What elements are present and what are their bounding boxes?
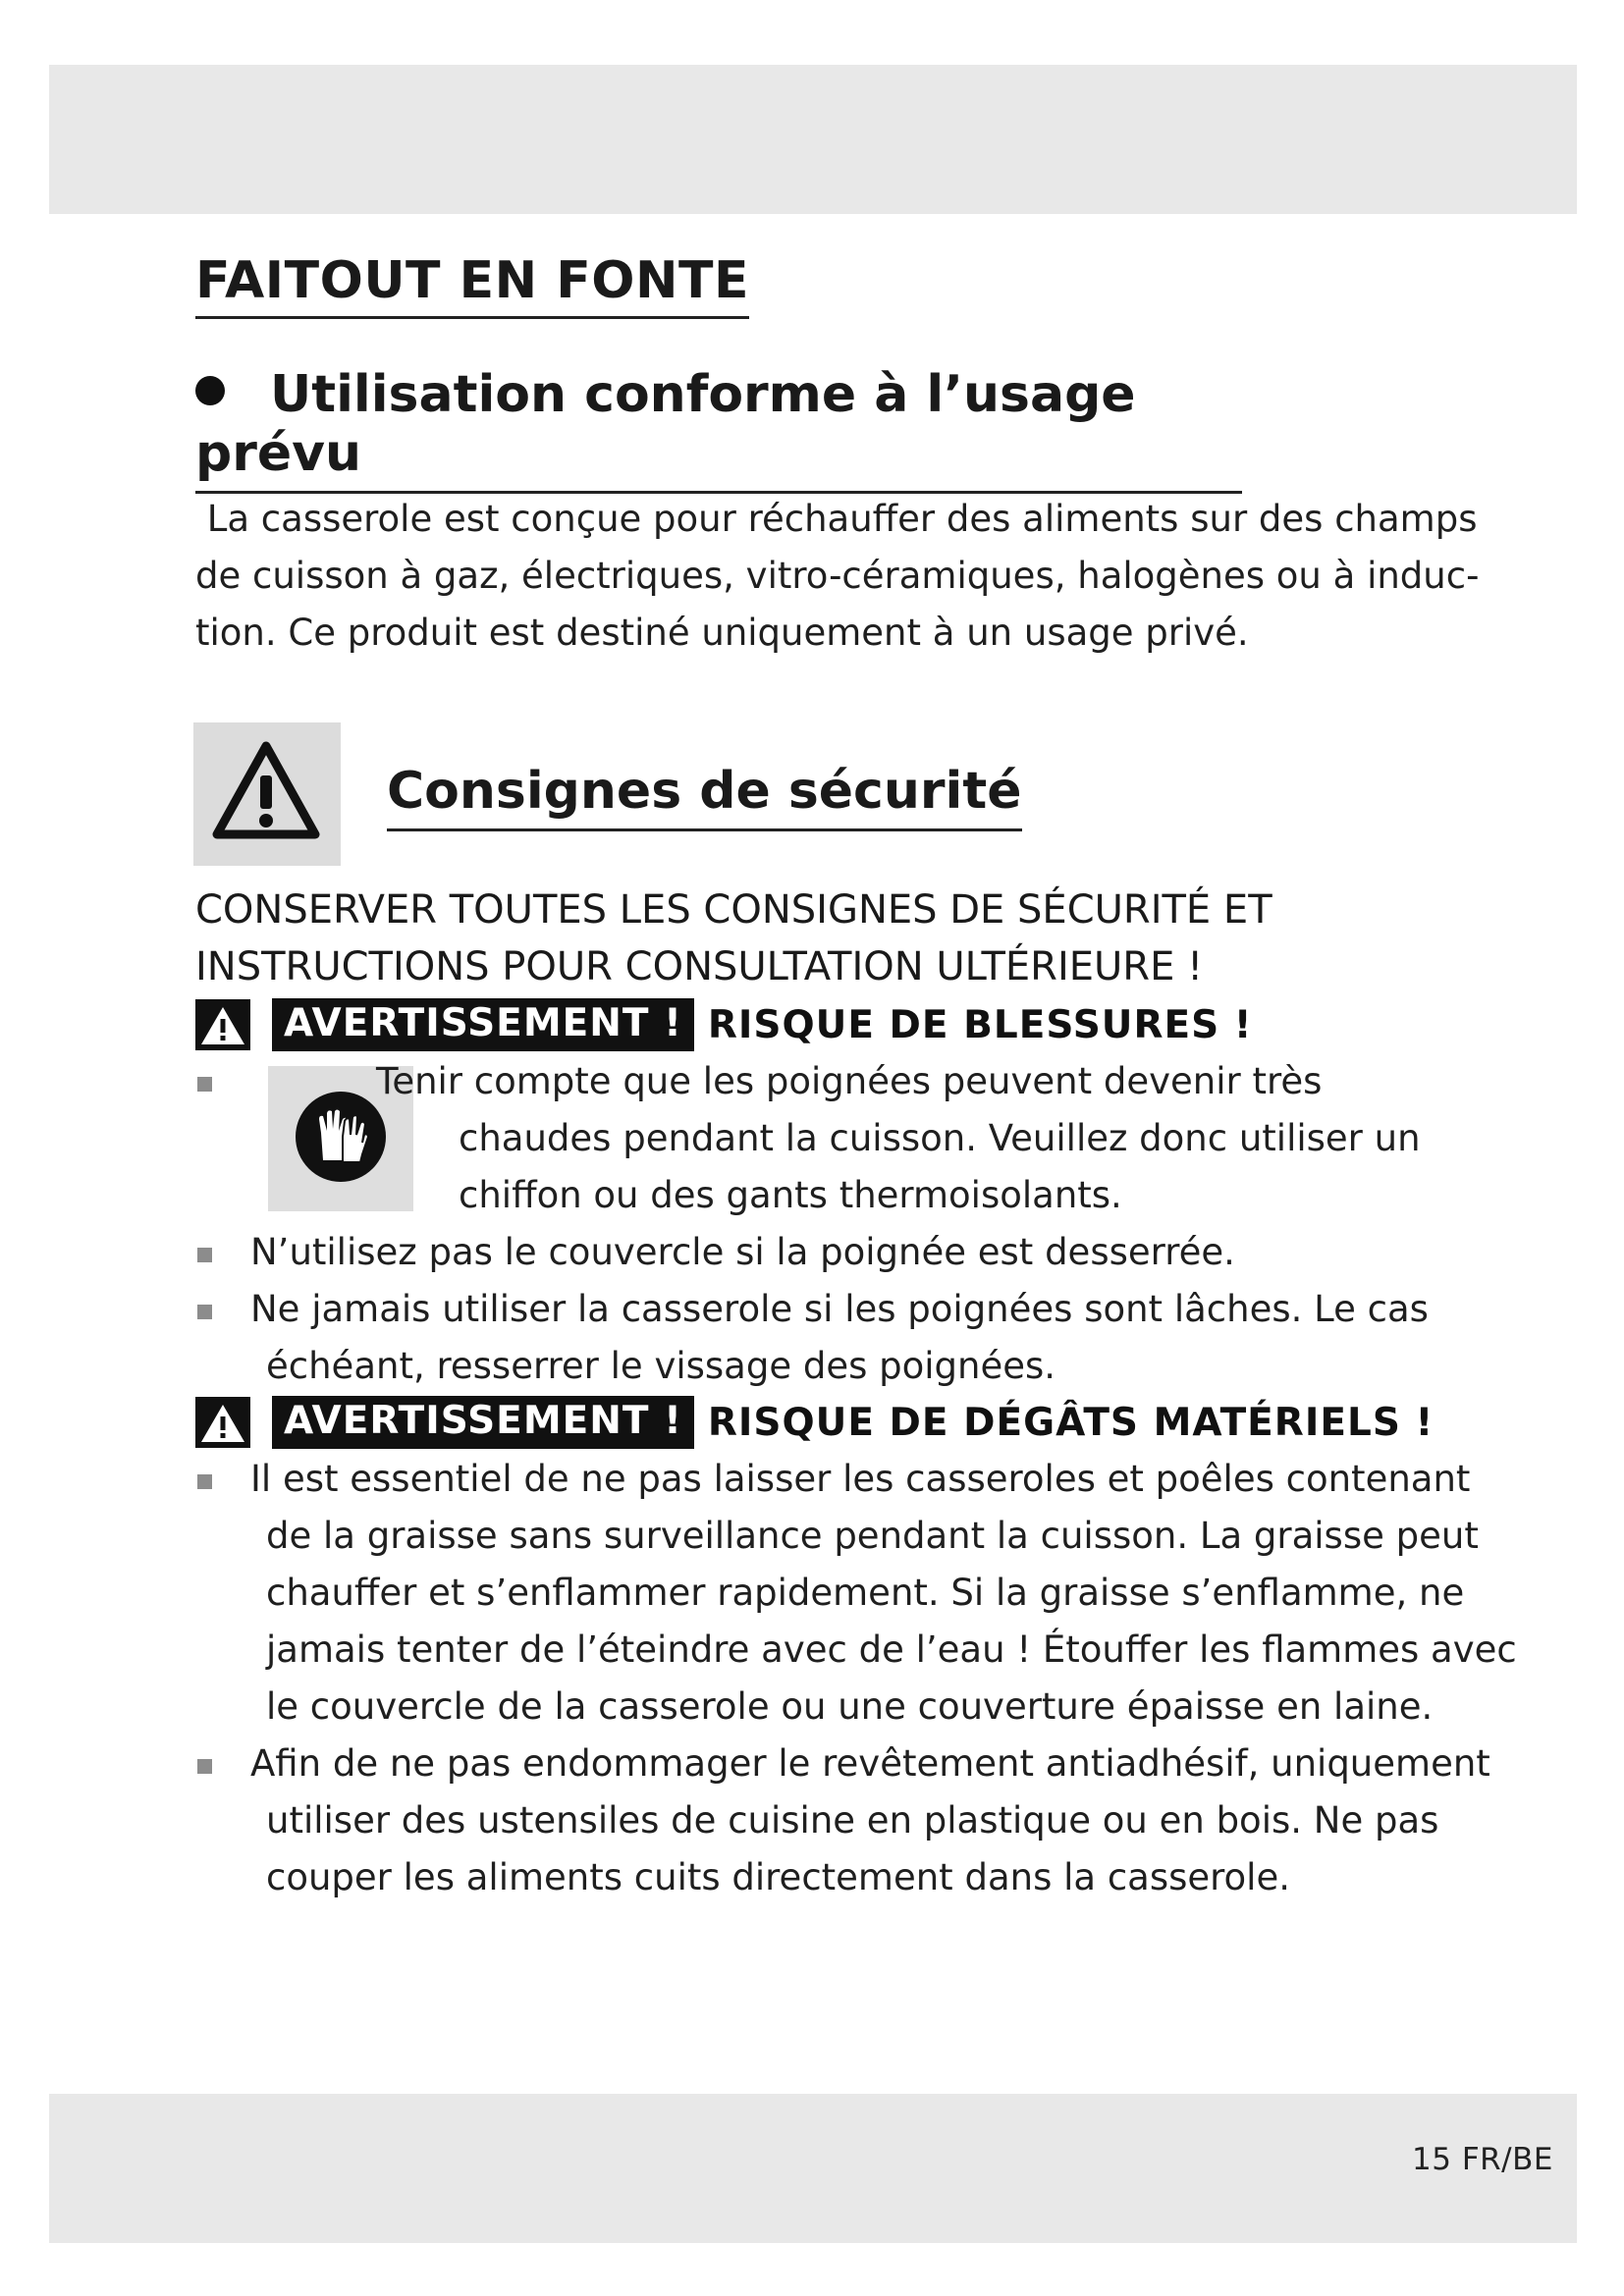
square-bullet-icon [197, 1759, 212, 1774]
header-band [49, 65, 1577, 214]
list-item-line: utiliser des ustensiles de cuisine en plastique ou en bois. Ne pas [266, 1799, 1439, 1842]
list-item-line: Tenir compte que les poignées peuvent devenir très [376, 1060, 1323, 1102]
warning-damage-line [195, 1395, 1434, 1450]
list-item-line: couper les aliments cuits directement dans la casserole. [266, 1856, 1290, 1898]
list-item-line: chiffon ou des gants thermoisolants. [459, 1174, 1122, 1216]
warning-triangle-icon [195, 1397, 250, 1448]
list-item-line: Afin de ne pas endommager le revêtement antiadhésif, uniquement [250, 1742, 1490, 1785]
list-item-line: Il est essentiel de ne pas laisser les casseroles et poêles contenant [250, 1458, 1471, 1500]
warning-badge: AVERTISSEMENT ! [272, 998, 694, 1051]
list-item-line: N’utilisez pas le couvercle si la poignée est desserrée. [250, 1231, 1235, 1273]
warning-badge: AVERTISSEMENT ! [272, 1396, 694, 1449]
list-item [195, 1281, 1429, 1395]
usage-line: tion. Ce produit est destiné uniquement à un usage privé. [195, 612, 1249, 654]
usage-heading [195, 365, 1242, 494]
list-item-line: jamais tenter de l’éteindre avec de l’eau ! Étouffer les flammes avec [266, 1629, 1517, 1671]
list-item [195, 1451, 1517, 1735]
list-item-line: Ne jamais utiliser la casserole si les poignées sont lâches. Le cas [250, 1288, 1429, 1330]
list-item-line: le couvercle de la casserole ou une couverture épaisse en laine. [266, 1685, 1434, 1728]
page-number: 15 FR/BE [1412, 2142, 1553, 2177]
warning-injury-line [195, 997, 1253, 1052]
round-bullet-icon [195, 376, 225, 405]
list-item-line: chauffer et s’enflammer rapidement. Si la graisse s’enflamme, ne [266, 1572, 1465, 1614]
keep-instructions-notice [195, 881, 1272, 995]
list-item-line: échéant, resserrer le vissage des poignées. [266, 1345, 1056, 1387]
warning-triangle-icon [195, 999, 250, 1050]
keep-line: INSTRUCTIONS POUR CONSULTATION ULTÉRIEURE ! [195, 944, 1204, 989]
safety-warning-icon-box [193, 722, 341, 866]
usage-paragraph [195, 491, 1480, 662]
square-bullet-icon [197, 1305, 212, 1319]
footer-band [49, 2094, 1577, 2243]
list-item [195, 1224, 1235, 1281]
square-bullet-icon [197, 1474, 212, 1489]
keep-line: CONSERVER TOUTES LES CONSIGNES DE SÉCURITÉ ET [195, 887, 1272, 933]
list-item [195, 1053, 1421, 1224]
square-bullet-icon [197, 1248, 212, 1262]
list-item [195, 1735, 1490, 1906]
usage-line: de cuisson à gaz, électriques, vitro-céramiques, halogènes ou à induc- [195, 555, 1480, 597]
safety-heading: Consignes de sécurité [387, 762, 1022, 831]
square-bullet-icon [197, 1077, 212, 1092]
page-title: FAITOUT EN FONTE [195, 251, 749, 319]
usage-heading-text: Utilisation conforme à l’usage prévu [195, 365, 1136, 483]
list-item-line: de la graisse sans surveillance pendant la cuisson. La graisse peut [266, 1515, 1479, 1557]
warning-risk-text: RISQUE DE BLESSURES ! [707, 1002, 1253, 1047]
warning-risk-text: RISQUE DE DÉGÂTS MATÉRIELS ! [707, 1400, 1435, 1445]
warning-triangle-icon [211, 738, 321, 848]
usage-line: La casserole est conçue pour réchauffer des aliments sur des champs [195, 498, 1478, 540]
list-item-line: chaudes pendant la cuisson. Veuillez donc utiliser un [459, 1117, 1421, 1159]
